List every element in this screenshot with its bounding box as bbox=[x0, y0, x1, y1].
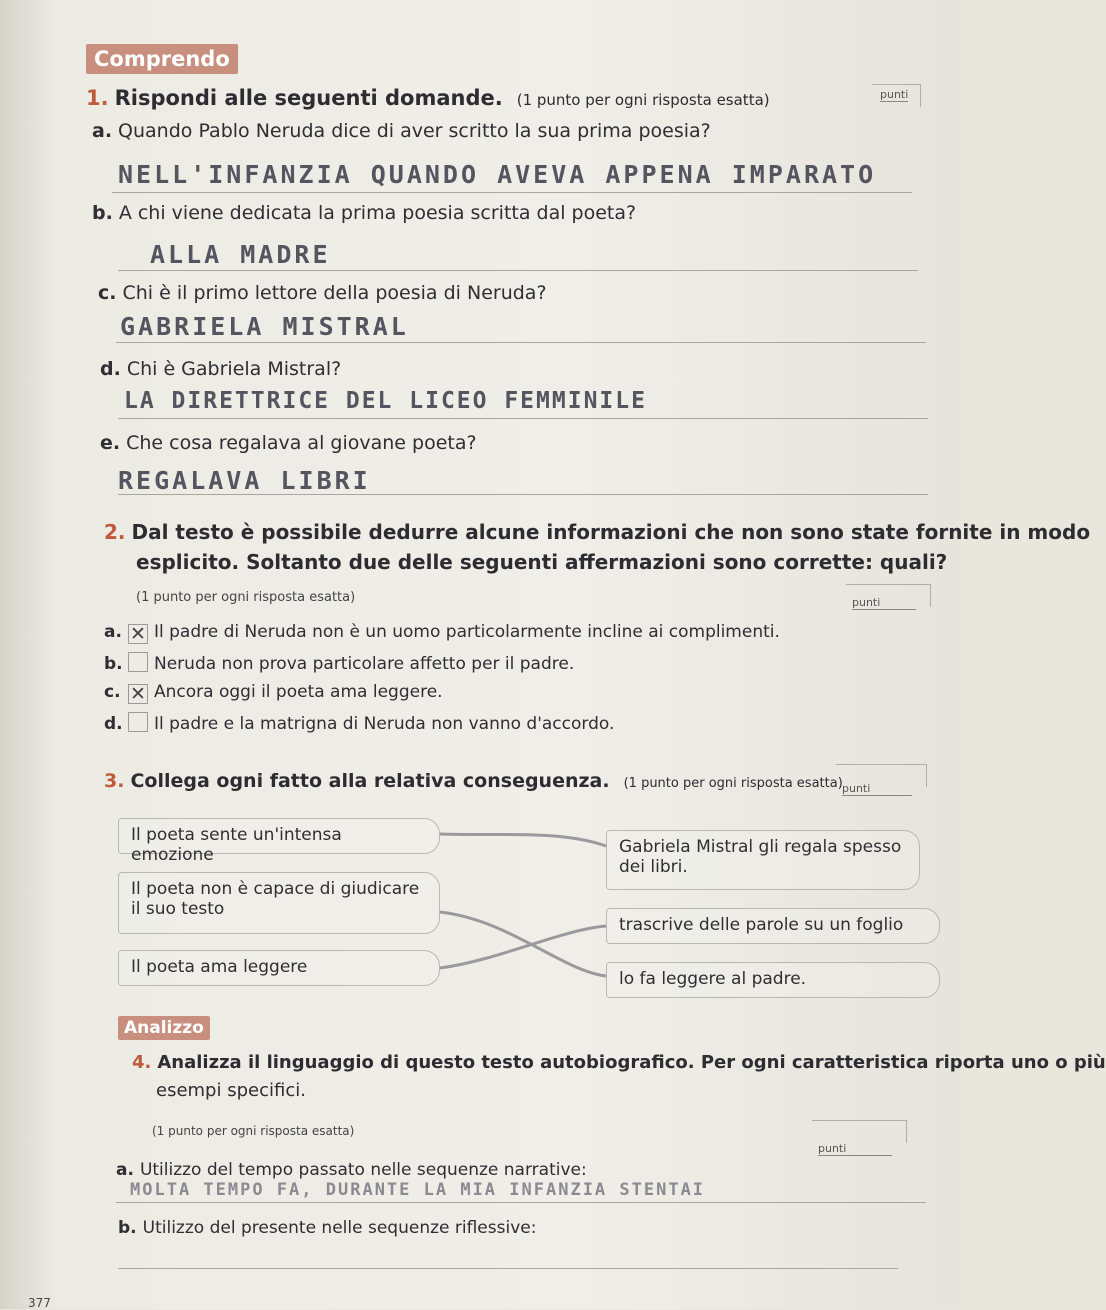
question-4a-text: Utilizzo del tempo passato nelle sequenze narrative: bbox=[139, 1160, 587, 1180]
question-1-note: (1 punto per ogni risposta esatta) bbox=[516, 91, 770, 109]
answer-line-4a bbox=[116, 1202, 926, 1203]
option-2b-text: Neruda non prova particolare affetto per il padre. bbox=[154, 654, 575, 674]
score-label-2: punti bbox=[852, 596, 916, 610]
consequence-card-3[interactable]: lo fa leggere al padre. bbox=[606, 962, 940, 998]
question-2-note: (1 punto per ogni risposta esatta) bbox=[136, 590, 356, 605]
question-1e-text: Che cosa regalava al giovane poeta? bbox=[126, 432, 477, 454]
checkbox-2a[interactable]: ✕ bbox=[128, 624, 148, 644]
option-2c-letter: c. bbox=[104, 682, 121, 702]
question-4-text-line1: Analizza il linguaggio di questo testo autobiografico. Per ogni caratteristica riporta uno o più bbox=[157, 1052, 1106, 1073]
question-1d-text: Chi è Gabriela Mistral? bbox=[126, 358, 342, 380]
question-4a bbox=[116, 1160, 587, 1180]
match-line-2 bbox=[440, 912, 606, 976]
question-1b-text: A chi viene dedicata la prima poesia scritta dal poeta? bbox=[118, 202, 637, 224]
fact-card-3[interactable]: Il poeta ama leggere bbox=[118, 950, 440, 986]
question-3-text: Collega ogni fatto alla relativa conseguenza. bbox=[130, 770, 610, 792]
question-3-number: 3. bbox=[104, 770, 125, 792]
question-1a-text: Quando Pablo Neruda dice di aver scritto la sua prima poesia? bbox=[118, 120, 711, 142]
checkbox-2c[interactable]: ✕ bbox=[128, 684, 148, 704]
question-4b-text: Utilizzo del presente nelle sequenze riflessive: bbox=[142, 1218, 537, 1238]
question-1b-letter: b. bbox=[92, 202, 113, 224]
question-2-text-line1: Dal testo è possibile dedurre alcune informazioni che non sono state fornite in modo bbox=[131, 520, 1091, 544]
match-line-3 bbox=[440, 926, 606, 968]
question-2-number: 2. bbox=[104, 520, 126, 544]
score-box-4 bbox=[812, 1120, 907, 1143]
answer-1a[interactable]: NELL'INFANZIA QUANDO AVEVA APPENA IMPARATO bbox=[118, 160, 877, 189]
question-4-title bbox=[132, 1052, 1106, 1073]
option-2a-text: Il padre di Neruda non è un uomo particolarmente incline ai complimenti. bbox=[154, 622, 780, 642]
question-4-text-line2: esempi specifici. bbox=[156, 1080, 306, 1101]
fact-card-2[interactable]: Il poeta non è capace di giudicare il suo testo bbox=[118, 872, 440, 934]
question-1c-letter: c. bbox=[98, 282, 117, 304]
match-line-1 bbox=[440, 834, 606, 846]
question-4a-letter: a. bbox=[116, 1160, 134, 1180]
option-2d-text: Il padre e la matrigna di Neruda non vanno d'accordo. bbox=[154, 714, 615, 734]
question-4b bbox=[118, 1218, 536, 1238]
consequence-card-1[interactable]: Gabriela Mistral gli regala spesso dei libri. bbox=[606, 830, 920, 890]
option-2b-letter: b. bbox=[104, 654, 123, 674]
question-4-note: (1 punto per ogni risposta esatta) bbox=[152, 1124, 355, 1138]
question-4b-letter: b. bbox=[118, 1218, 137, 1238]
score-label-1: punti bbox=[880, 88, 909, 101]
option-2a-letter: a. bbox=[104, 622, 122, 642]
question-1-text: Rispondi alle seguenti domande. bbox=[114, 86, 503, 110]
question-4-number: 4. bbox=[132, 1052, 152, 1073]
question-1a-letter: a. bbox=[92, 120, 113, 142]
question-1e-letter: e. bbox=[100, 432, 121, 454]
section-tag-analizzo: Analizzo bbox=[118, 1016, 210, 1040]
answer-1c[interactable]: GABRIELA MISTRAL bbox=[120, 312, 409, 341]
consequence-card-2[interactable]: trascrive delle parole su un foglio bbox=[606, 908, 940, 944]
section-tag-comprendo: Comprendo bbox=[86, 44, 238, 74]
answer-1e[interactable]: REGALAVA LIBRI bbox=[118, 466, 371, 495]
answer-4a[interactable]: MOLTA TEMPO FA, DURANTE LA MIA INFANZIA STENTAI bbox=[130, 1180, 706, 1200]
question-3-note: (1 punto per ogni risposta esatta) bbox=[623, 776, 843, 791]
question-1d-letter: d. bbox=[100, 358, 121, 380]
answer-1d[interactable]: LA DIRETTRICE DEL LICEO FEMMINILE bbox=[124, 388, 647, 414]
answer-line-4b bbox=[118, 1268, 898, 1269]
score-label-4: punti bbox=[818, 1142, 892, 1156]
score-label-3: punti bbox=[842, 782, 912, 796]
fact-card-1[interactable]: Il poeta sente un'intensa emozione bbox=[118, 818, 440, 854]
option-2d-letter: d. bbox=[104, 714, 123, 734]
option-2c-text: Ancora oggi il poeta ama leggere. bbox=[154, 682, 443, 702]
page-number: 377 bbox=[28, 1296, 51, 1310]
question-1-number: 1. bbox=[86, 86, 109, 110]
question-2-text-line2: esplicito. Soltanto due delle seguenti affermazioni sono corrette: quali? bbox=[136, 550, 948, 574]
question-1c-text: Chi è il primo lettore della poesia di Neruda? bbox=[122, 282, 547, 304]
answer-1b[interactable]: ALLA MADRE bbox=[150, 240, 331, 269]
